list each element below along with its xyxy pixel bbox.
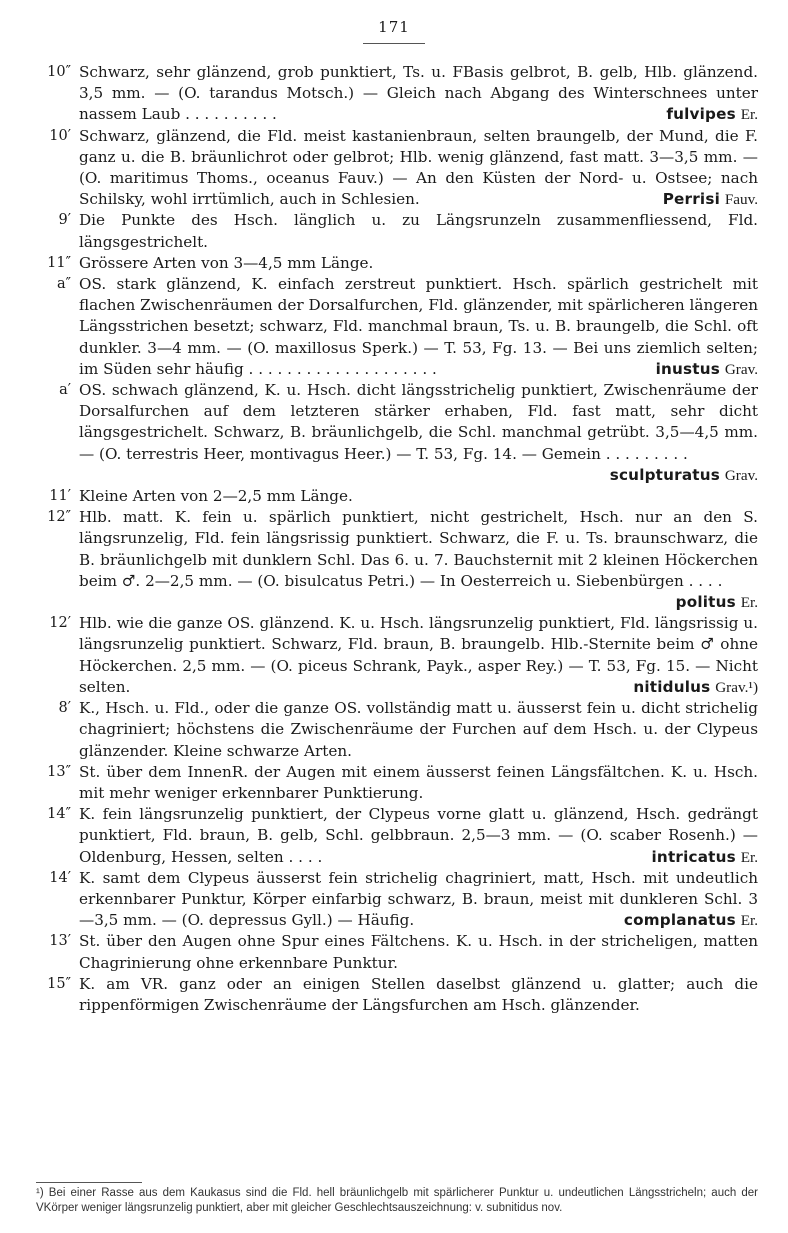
couplet-number: 12′ bbox=[49, 615, 71, 632]
key-entry bbox=[49, 868, 758, 932]
entry-text: K. fein längsrunzelig punktiert, der Clypeus vorne glatt u. glänzend, Hsch. gedrängt punktiert, Fld. braun, B. gelb, Schl. gelbbraun. 2,5—3 mm. — (O. scaber Rosenh.) — Oldenburg, Hessen, selten . . . . bbox=[79, 805, 758, 866]
entry-text: Schwarz, glänzend, die Fld. meist kastanienbraun, selten braungelb, der Mund, die F. ganz u. die B. bräunlichrot oder gelbrot; Hlb. wenig glänzend, fast matt. 3—3,5 mm. — (O. maritimus Thoms., oceanus Fauv.) — An den Küsten der Nord- u. Ostsee; nach Schilsky, wohl irrtümlich, auch in Schlesien. bbox=[79, 126, 758, 209]
couplet-number: 13″ bbox=[47, 763, 71, 780]
couplet-number: 14″ bbox=[47, 806, 71, 823]
species-author: Er. bbox=[740, 848, 758, 866]
entry-text: Hlb. wie die ganze OS. glänzend. K. u. Hsch. längsrunzelig punktiert, Fld. längsrissig u. längsrunzelig punktiert. Schwarz, Fld. braun, B. braungelb. Hlb.-Sternite beim ♂ ohne Höckerchen. 2,5 mm. — (O. piceus Schrank, Payk., asper Rey.) — T. 53, Fg. 15. — Nicht selten. bbox=[79, 614, 758, 696]
couplet-number: 10″ bbox=[47, 64, 71, 80]
couplet-number: 14′ bbox=[49, 869, 71, 886]
entry-text: K., Hsch. u. Fld., oder die ganze OS. vollständig matt u. äusserst fein u. dicht strichelig chagriniert; höchstens die Zwischenräume der Furchen auf dem Hsch. u. der Clypeus glänzender. Kleine schwarze Arten. bbox=[79, 699, 758, 760]
key-entry bbox=[47, 974, 758, 1016]
couplet-number: 11′ bbox=[49, 488, 71, 505]
species-name: sculpturatus bbox=[609, 465, 720, 484]
species-name-wrap bbox=[676, 592, 758, 613]
entry-text: Schwarz, sehr glänzend, grob punktiert, Ts. u. FBasis gelbrot, B. gelb, Hlb. glänzend. 3,5 mm. — (O. tarandus Motsch.) — Gleich nach Abgang des Winterschnees unter nassem Laub . . . . . . . . . . bbox=[79, 63, 758, 124]
couplet-number: 11″ bbox=[47, 254, 71, 271]
entry-text: OS. stark glänzend, K. einfach zerstreut punktiert. Hsch. spärlich gestrichelt mit flachen Zwischenräumen der Dorsalfurchen, Fld. glänzender, mit spärlicheren längeren Längsstrichen besetzt; schwarz, Fld. manchmal braun, Ts. u. B. braungelb, die Schl. oft dunkler. 3—4 mm. — (O. maxillosus Sperk.) — T. 53, Fg. 13. — Bei uns ziemlich selten; im Süden sehr häufig . . . . . . . . . . . . . . . . . . . . bbox=[79, 275, 758, 378]
key-entry bbox=[49, 613, 758, 698]
couplet-number: 9′ bbox=[58, 212, 71, 229]
key-entry bbox=[47, 253, 758, 274]
species-author: Fauv. bbox=[724, 191, 758, 209]
entry-text: Kleine Arten von 2—2,5 mm Länge. bbox=[79, 487, 353, 506]
species-author: Grav.¹) bbox=[715, 678, 758, 696]
species-author: Er. bbox=[740, 594, 758, 612]
couplet-number: 12″ bbox=[47, 509, 71, 526]
key-entry bbox=[58, 698, 758, 762]
couplet-number: 13′ bbox=[49, 933, 71, 950]
species-name-wrap bbox=[652, 847, 758, 868]
entry-text: Hlb. matt. K. fein u. spärlich punktiert, nicht gestrichelt, Hsch. nur an den S. längsrunzelig, Fld. fein längsrissig punktiert. Schwarz, die F. u. Ts. braunschwarz, die B. bräunlichgelb mit dunklern Schl. Das 6. u. 7. Bauchsternit mit 2 kleinen Höckerchen beim ♂. 2—2,5 mm. — (O. bisulcatus Petri.) — In Oesterreich u. Siebenbürgen . . . . bbox=[79, 508, 758, 590]
species-author: Er. bbox=[740, 912, 758, 930]
species-name: inustus bbox=[655, 359, 720, 378]
species-name-wrap bbox=[666, 104, 758, 125]
species-author: Grav. bbox=[724, 466, 758, 484]
couplet-number: a″ bbox=[56, 276, 71, 293]
key-entry bbox=[47, 762, 758, 804]
couplet-number: 15″ bbox=[47, 975, 71, 992]
entry-text: Grössere Arten von 3—4,5 mm Länge. bbox=[79, 253, 374, 272]
footnote-rule bbox=[36, 1182, 142, 1183]
header-rule bbox=[363, 43, 425, 44]
key-entry bbox=[47, 62, 758, 126]
entry-text: St. über den Augen ohne Spur eines Fältchens. K. u. Hsch. in der stricheligen, matten Chagrinierung ohne erkennbare Punktur. bbox=[79, 932, 758, 972]
species-name-wrap bbox=[663, 189, 758, 210]
species-name-wrap bbox=[656, 359, 758, 380]
entry-text: Die Punkte des Hsch. länglich u. zu Längsrunzeln zusammenfliessend, Fld. längsgestrichelt. bbox=[79, 211, 758, 251]
key-entry bbox=[47, 507, 758, 613]
key-entry bbox=[58, 210, 758, 252]
key-entry bbox=[49, 931, 758, 973]
species-name-wrap bbox=[624, 910, 758, 931]
entry-text: K. samt dem Clypeus äusserst fein strichelig chagriniert, matt, Hsch. mit undeutlich erkennbarer Punktur, Körper einfarbig schwarz, B. braun, meist mit dunkleren Schl. 3—3,5 mm. — (O. depressus Gyll.) — Häufig. bbox=[79, 868, 758, 930]
key-entries bbox=[0, 62, 788, 1016]
entry-text: St. über dem InnenR. der Augen mit einem äusserst feinen Längsfältchen. K. u. Hsch. mit mehr weniger erkennbarer Punktierung. bbox=[79, 762, 758, 802]
species-name: politus bbox=[675, 593, 736, 612]
key-entry bbox=[49, 126, 758, 211]
key-entry bbox=[49, 486, 758, 507]
species-author: Er. bbox=[740, 106, 758, 124]
species-name: fulvipes bbox=[666, 105, 736, 124]
couplet-number: a′ bbox=[59, 382, 71, 399]
species-name: intricatus bbox=[651, 847, 736, 866]
species-author: Grav. bbox=[724, 360, 758, 378]
key-entry bbox=[47, 804, 758, 868]
species-name-wrap bbox=[633, 677, 758, 698]
page-number: 171 bbox=[378, 18, 410, 36]
entry-text: K. am VR. ganz oder an einigen Stellen daselbst glänzend u. glatter; auch die rippenförmigen Zwischenräume der Längsfurchen am Hsch. glänzender. bbox=[79, 974, 758, 1014]
footnote: ¹) Bei einer Rasse aus dem Kaukasus sind die Fld. hell bräunlichgelb mit spärlicherer Punktur u. undeutlichen Längsstricheln; auch der VKörper weniger längsrunzelig punktiert, aber mit gleicher Geschlechtsauszeichnung: v. subnitidus nov. bbox=[36, 1187, 758, 1214]
species-name-wrap bbox=[610, 465, 758, 486]
entry-text: OS. schwach glänzend, K. u. Hsch. dicht längsstrichelig punktiert, Zwischenräume der Dorsalfurchen auf dem letzteren stärker erhaben, Fld. fast matt, sehr dicht längsgestrichelt. Schwarz, B. bräunlichgelb, die Schl. manchmal getrübt. 3,5—4,5 mm. — (O. terrestris Heer, montivagus Heer.) — T. 53, Fg. 14. — Gemein . . . . . . . . . bbox=[79, 381, 758, 463]
key-entry bbox=[59, 380, 758, 486]
species-name: nitidulus bbox=[633, 677, 711, 696]
species-name: Perrisi bbox=[662, 190, 720, 209]
key-entry bbox=[56, 274, 758, 380]
couplet-number: 10′ bbox=[49, 127, 71, 144]
couplet-number: 8′ bbox=[58, 700, 71, 717]
species-name: complanatus bbox=[623, 911, 736, 930]
